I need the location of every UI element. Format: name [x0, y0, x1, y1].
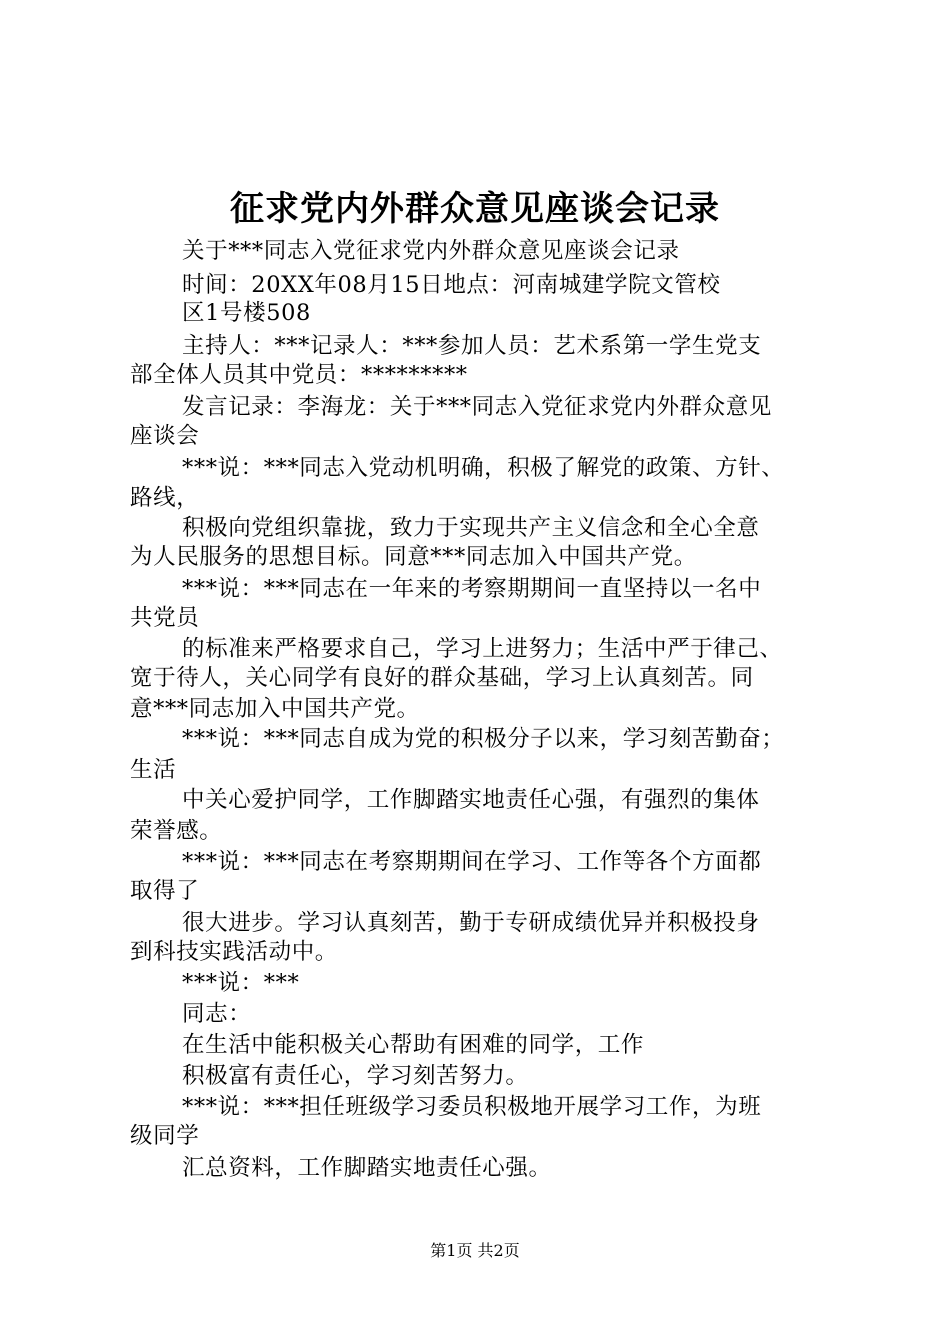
body-line: 关于***同志入党征求党内外群众意见座谈会记录 — [182, 238, 680, 264]
body-line: 积极向党组织靠拢，致力于实现共产主义信念和全心全意 — [182, 515, 760, 541]
body-line: ***说：***同志在考察期期间在学习、工作等各个方面都 — [182, 849, 762, 875]
body-line: 的标准来严格要求自己，学习上进努力；生活中严于律己、 — [182, 636, 783, 662]
body-line: 路线， — [130, 485, 200, 511]
body-line: 汇总资料，工作脚踏实地责任心强。 — [182, 1155, 552, 1181]
body-line: ***说：*** — [182, 970, 300, 996]
body-line: 荣誉感。 — [130, 818, 223, 844]
body-line: 部全体人员其中党员：********* — [130, 362, 468, 388]
body-line: 在生活中能积极关心帮助有困难的同学，工作 — [182, 1032, 645, 1058]
body-line: ***说：***担任班级学习委员积极地开展学习工作，为班 — [182, 1094, 762, 1120]
body-line: 时间：20XX年08月15日地点：河南城建学院文管校 — [182, 272, 721, 298]
body-line: 意***同志加入中国共产党。 — [130, 696, 420, 722]
body-line: 取得了 — [130, 878, 200, 904]
body-line: 生活 — [130, 757, 177, 783]
page-footer: 第1页 共2页 — [430, 1241, 520, 1260]
body-line: 为人民服务的思想目标。同意***同志加入中国共产党。 — [130, 544, 697, 570]
body-line: 区1号楼508 — [182, 300, 311, 326]
body-line: 共党员 — [130, 605, 200, 631]
body-line: 宽于待人，关心同学有良好的群众基础，学习上认真刻苦。同 — [130, 665, 754, 691]
body-line: ***说：***同志在一年来的考察期期间一直坚持以一名中 — [182, 576, 762, 602]
body-line: 同志： — [182, 1001, 252, 1027]
body-line: 主持人：***记录人：***参加人员：艺术系第一学生党支 — [182, 333, 762, 359]
document-title: 征求党内外群众意见座谈会记录 — [230, 189, 720, 229]
body-line: 级同学 — [130, 1123, 200, 1149]
body-line: ***说：***同志自成为党的积极分子以来，学习刻苦勤奋； — [182, 726, 785, 752]
body-line: 中关心爱护同学，工作脚踏实地责任心强，有强烈的集体 — [182, 787, 760, 813]
body-line: 到科技实践活动中。 — [130, 939, 338, 965]
body-line: 发言记录：李海龙：关于***同志入党征求党内外群众意见 — [182, 394, 772, 420]
body-line: ***说：***同志入党动机明确，积极了解党的政策、方针、 — [182, 455, 785, 481]
body-line: 很大进步。学习认真刻苦，勤于专研成绩优异并积极投身 — [182, 910, 760, 936]
body-line: 积极富有责任心，学习刻苦努力。 — [182, 1063, 529, 1089]
body-line: 座谈会 — [130, 423, 200, 449]
